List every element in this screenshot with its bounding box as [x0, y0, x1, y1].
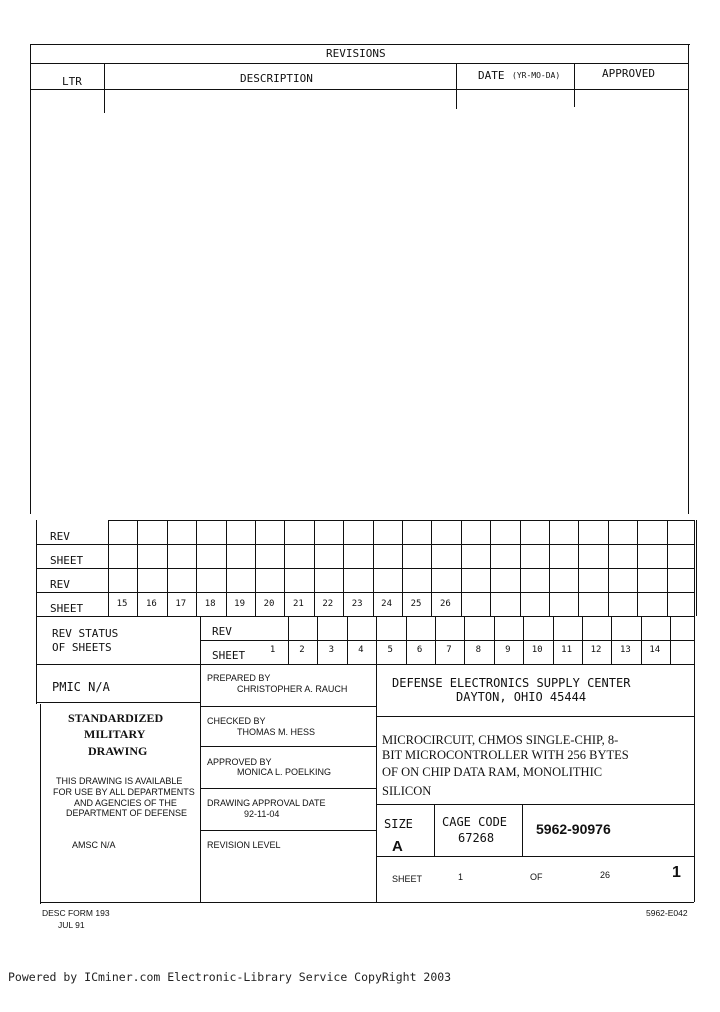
grid-rev-label-3: REV	[212, 625, 232, 638]
grid-sheet-number: 8	[475, 645, 482, 655]
grid-sheet-label-3: SHEET	[212, 649, 246, 662]
revisions-title: REVISIONS	[326, 47, 386, 60]
org-divider	[376, 716, 694, 717]
org-address: DAYTON, OHIO 45444	[456, 690, 587, 704]
grid-sheet-number: 20	[263, 599, 275, 609]
grid-row-line-2	[36, 568, 694, 569]
grid-sheet-number: 19	[234, 599, 246, 609]
grid-column-line-lower	[523, 616, 524, 664]
grid-sheet-number: 22	[322, 599, 334, 609]
grid-sheet-number: 16	[145, 599, 157, 609]
standardized-line-2: MILITARY	[84, 727, 146, 741]
grid-sheet-number: 12	[590, 645, 602, 655]
standardized-line-3: DRAWING	[88, 744, 148, 758]
revisions-block	[30, 44, 690, 514]
grid-row-line-5	[200, 640, 694, 641]
prepared-by-label: PREPARED BY	[207, 673, 271, 683]
grid-column-line	[578, 520, 579, 616]
grid-column-line	[608, 520, 609, 616]
cage-code-label: CAGE CODE	[442, 815, 508, 829]
grid-row-line-3	[36, 592, 694, 593]
grid-sheet-number: 4	[358, 645, 364, 655]
grid-column-line	[549, 520, 550, 616]
sheet-mark: 1	[672, 864, 681, 881]
desc-form-number: DESC FORM 193	[42, 908, 110, 918]
standardized-line-1: STANDARDIZED	[68, 711, 164, 725]
checked-divider	[200, 746, 376, 747]
drawing-title-line-1: MICROCIRCUIT, CHMOS SINGLE-CHIP, 8-	[382, 733, 619, 747]
grid-column-line-lower	[464, 616, 465, 664]
grid-row-line-4	[36, 616, 694, 617]
grid-rev-label-2: REV	[50, 578, 70, 591]
size-value: A	[392, 838, 403, 855]
revisions-right-border	[688, 44, 689, 514]
grid-sheet-number: 13	[619, 645, 631, 655]
of-label: OF	[530, 872, 543, 882]
grid-left-border	[36, 520, 37, 667]
grid-rev-label-1: REV	[50, 530, 70, 543]
rev-status-line-1: REV STATUS	[52, 627, 119, 640]
pmic-label: PMIC N/A	[52, 680, 110, 694]
grid-row-line-6	[36, 664, 694, 665]
grid-sheet-number: 15	[116, 599, 128, 609]
size-divider	[376, 856, 694, 857]
grid-column-line-lower	[376, 616, 377, 664]
size-label: SIZE	[384, 817, 413, 831]
grid-column-line-lower	[611, 616, 612, 664]
approval-date-divider	[200, 830, 376, 831]
grid-sheet-number: 23	[351, 599, 363, 609]
drawing-title-line-2: BIT MICROCONTROLLER WITH 256 BYTES	[382, 748, 629, 762]
grid-sheet-number: 7	[446, 645, 452, 655]
grid-column-line-lower	[406, 616, 407, 664]
col-header-date: DATE	[478, 69, 505, 82]
col-header-date-format: (YR-MO-DA)	[512, 71, 561, 80]
approved-by-label: APPROVED BY	[207, 757, 272, 767]
grid-column-line	[696, 520, 697, 616]
title-block-left-border-lower	[40, 704, 41, 904]
title-block-left-border	[36, 664, 37, 704]
checked-by-label: CHECKED BY	[207, 716, 266, 726]
sheet-label: SHEET	[392, 874, 423, 884]
title-block-bottom-line	[40, 902, 694, 903]
approval-date-label: DRAWING APPROVAL DATE	[207, 798, 326, 808]
grid-sheet-number: 14	[649, 645, 661, 655]
title-divider	[376, 804, 694, 805]
grid-column-line-lower	[347, 616, 348, 664]
grid-sheet-number: 5	[387, 645, 393, 655]
checked-by-name: THOMAS M. HESS	[237, 727, 316, 737]
prepared-divider	[200, 706, 376, 707]
title-block-right-border	[694, 664, 695, 902]
grid-column-line	[461, 520, 462, 616]
grid-column-line	[637, 520, 638, 616]
prepared-by-name: CHRISTOPHER A. RAUCH	[237, 684, 348, 694]
grid-sheet-number: 3	[328, 645, 335, 655]
amsc-label: AMSC N/A	[72, 840, 116, 850]
left-middle-divider	[200, 664, 201, 902]
grid-column-line	[667, 520, 668, 616]
grid-right-border	[694, 520, 695, 664]
size-cage-divider	[434, 804, 435, 856]
revisions-header-divider	[30, 89, 689, 90]
col-divider-ltr	[104, 63, 105, 113]
grid-column-line-lower	[670, 616, 671, 664]
col-header-description: DESCRIPTION	[240, 72, 313, 85]
grid-column-line-lower	[288, 616, 289, 664]
revisions-title-divider	[30, 63, 689, 64]
pmic-bottom-line	[36, 702, 200, 703]
cage-code-value: 67268	[458, 831, 495, 845]
grid-column-line-lower	[641, 616, 642, 664]
col-header-approved: APPROVED	[602, 67, 655, 80]
grid-column-line-lower	[582, 616, 583, 664]
rev-status-line-2: OF SHEETS	[52, 641, 112, 654]
grid-sheet-number: 6	[416, 645, 423, 655]
grid-column-line-lower	[553, 616, 554, 664]
availability-line-4: DEPARTMENT OF DEFENSE	[66, 808, 188, 818]
form-code: 5962-E042	[646, 908, 688, 918]
grid-sheet-number: 1	[269, 645, 276, 655]
grid-sheet-number: 2	[299, 645, 305, 655]
powered-by-footer: Powered by ICminer.com Electronic-Library Service CopyRight 2003	[8, 970, 452, 984]
grid-sheet-number: 17	[175, 599, 187, 609]
middle-right-divider	[376, 664, 377, 902]
document-number: 5962-90976	[536, 821, 611, 837]
desc-form-date: JUL 91	[58, 920, 85, 930]
col-divider-date	[456, 63, 457, 109]
col-divider-approved	[574, 63, 575, 107]
of-value: 26	[600, 870, 611, 880]
revision-level-label: REVISION LEVEL	[207, 840, 281, 850]
grid-sheet-number: 26	[439, 599, 451, 609]
grid-column-line	[520, 520, 521, 616]
grid-row-line-1	[36, 544, 694, 545]
grid-sheet-number: 21	[292, 599, 304, 609]
sheet-value: 1	[458, 872, 464, 882]
grid-sheet-label-2: SHEET	[50, 602, 84, 615]
org-name: DEFENSE ELECTRONICS SUPPLY CENTER	[392, 676, 631, 690]
approved-divider	[200, 788, 376, 789]
drawing-title-line-4: SILICON	[382, 784, 432, 798]
grid-sheet-number: 25	[410, 599, 422, 609]
approved-by-name: MONICA L. POELKING	[237, 767, 332, 777]
availability-line-1: THIS DRAWING IS AVAILABLE	[56, 776, 183, 786]
grid-sheet-number: 18	[204, 599, 216, 609]
drawing-title-line-3: OF ON CHIP DATA RAM, MONOLITHIC	[382, 765, 603, 779]
grid-sheet-label-1: SHEET	[50, 554, 84, 567]
grid-column-line-lower	[494, 616, 495, 664]
grid-column-line-lower	[317, 616, 318, 664]
grid-sheet-number: 24	[381, 599, 393, 609]
grid-sheet-number: 10	[531, 645, 543, 655]
grid-rev-status-divider	[200, 616, 201, 664]
grid-sheet-number: 9	[505, 645, 511, 655]
grid-sheet-number: 11	[561, 645, 573, 655]
availability-line-3: AND AGENCIES OF THE	[74, 798, 177, 808]
grid-column-line	[490, 520, 491, 616]
availability-line-2: FOR USE BY ALL DEPARTMENTS	[53, 787, 195, 797]
col-header-ltr: LTR	[62, 75, 82, 88]
cage-docnum-divider	[522, 804, 523, 856]
grid-column-line-lower	[435, 616, 436, 664]
approval-date-value: 92-11-04	[244, 809, 280, 819]
